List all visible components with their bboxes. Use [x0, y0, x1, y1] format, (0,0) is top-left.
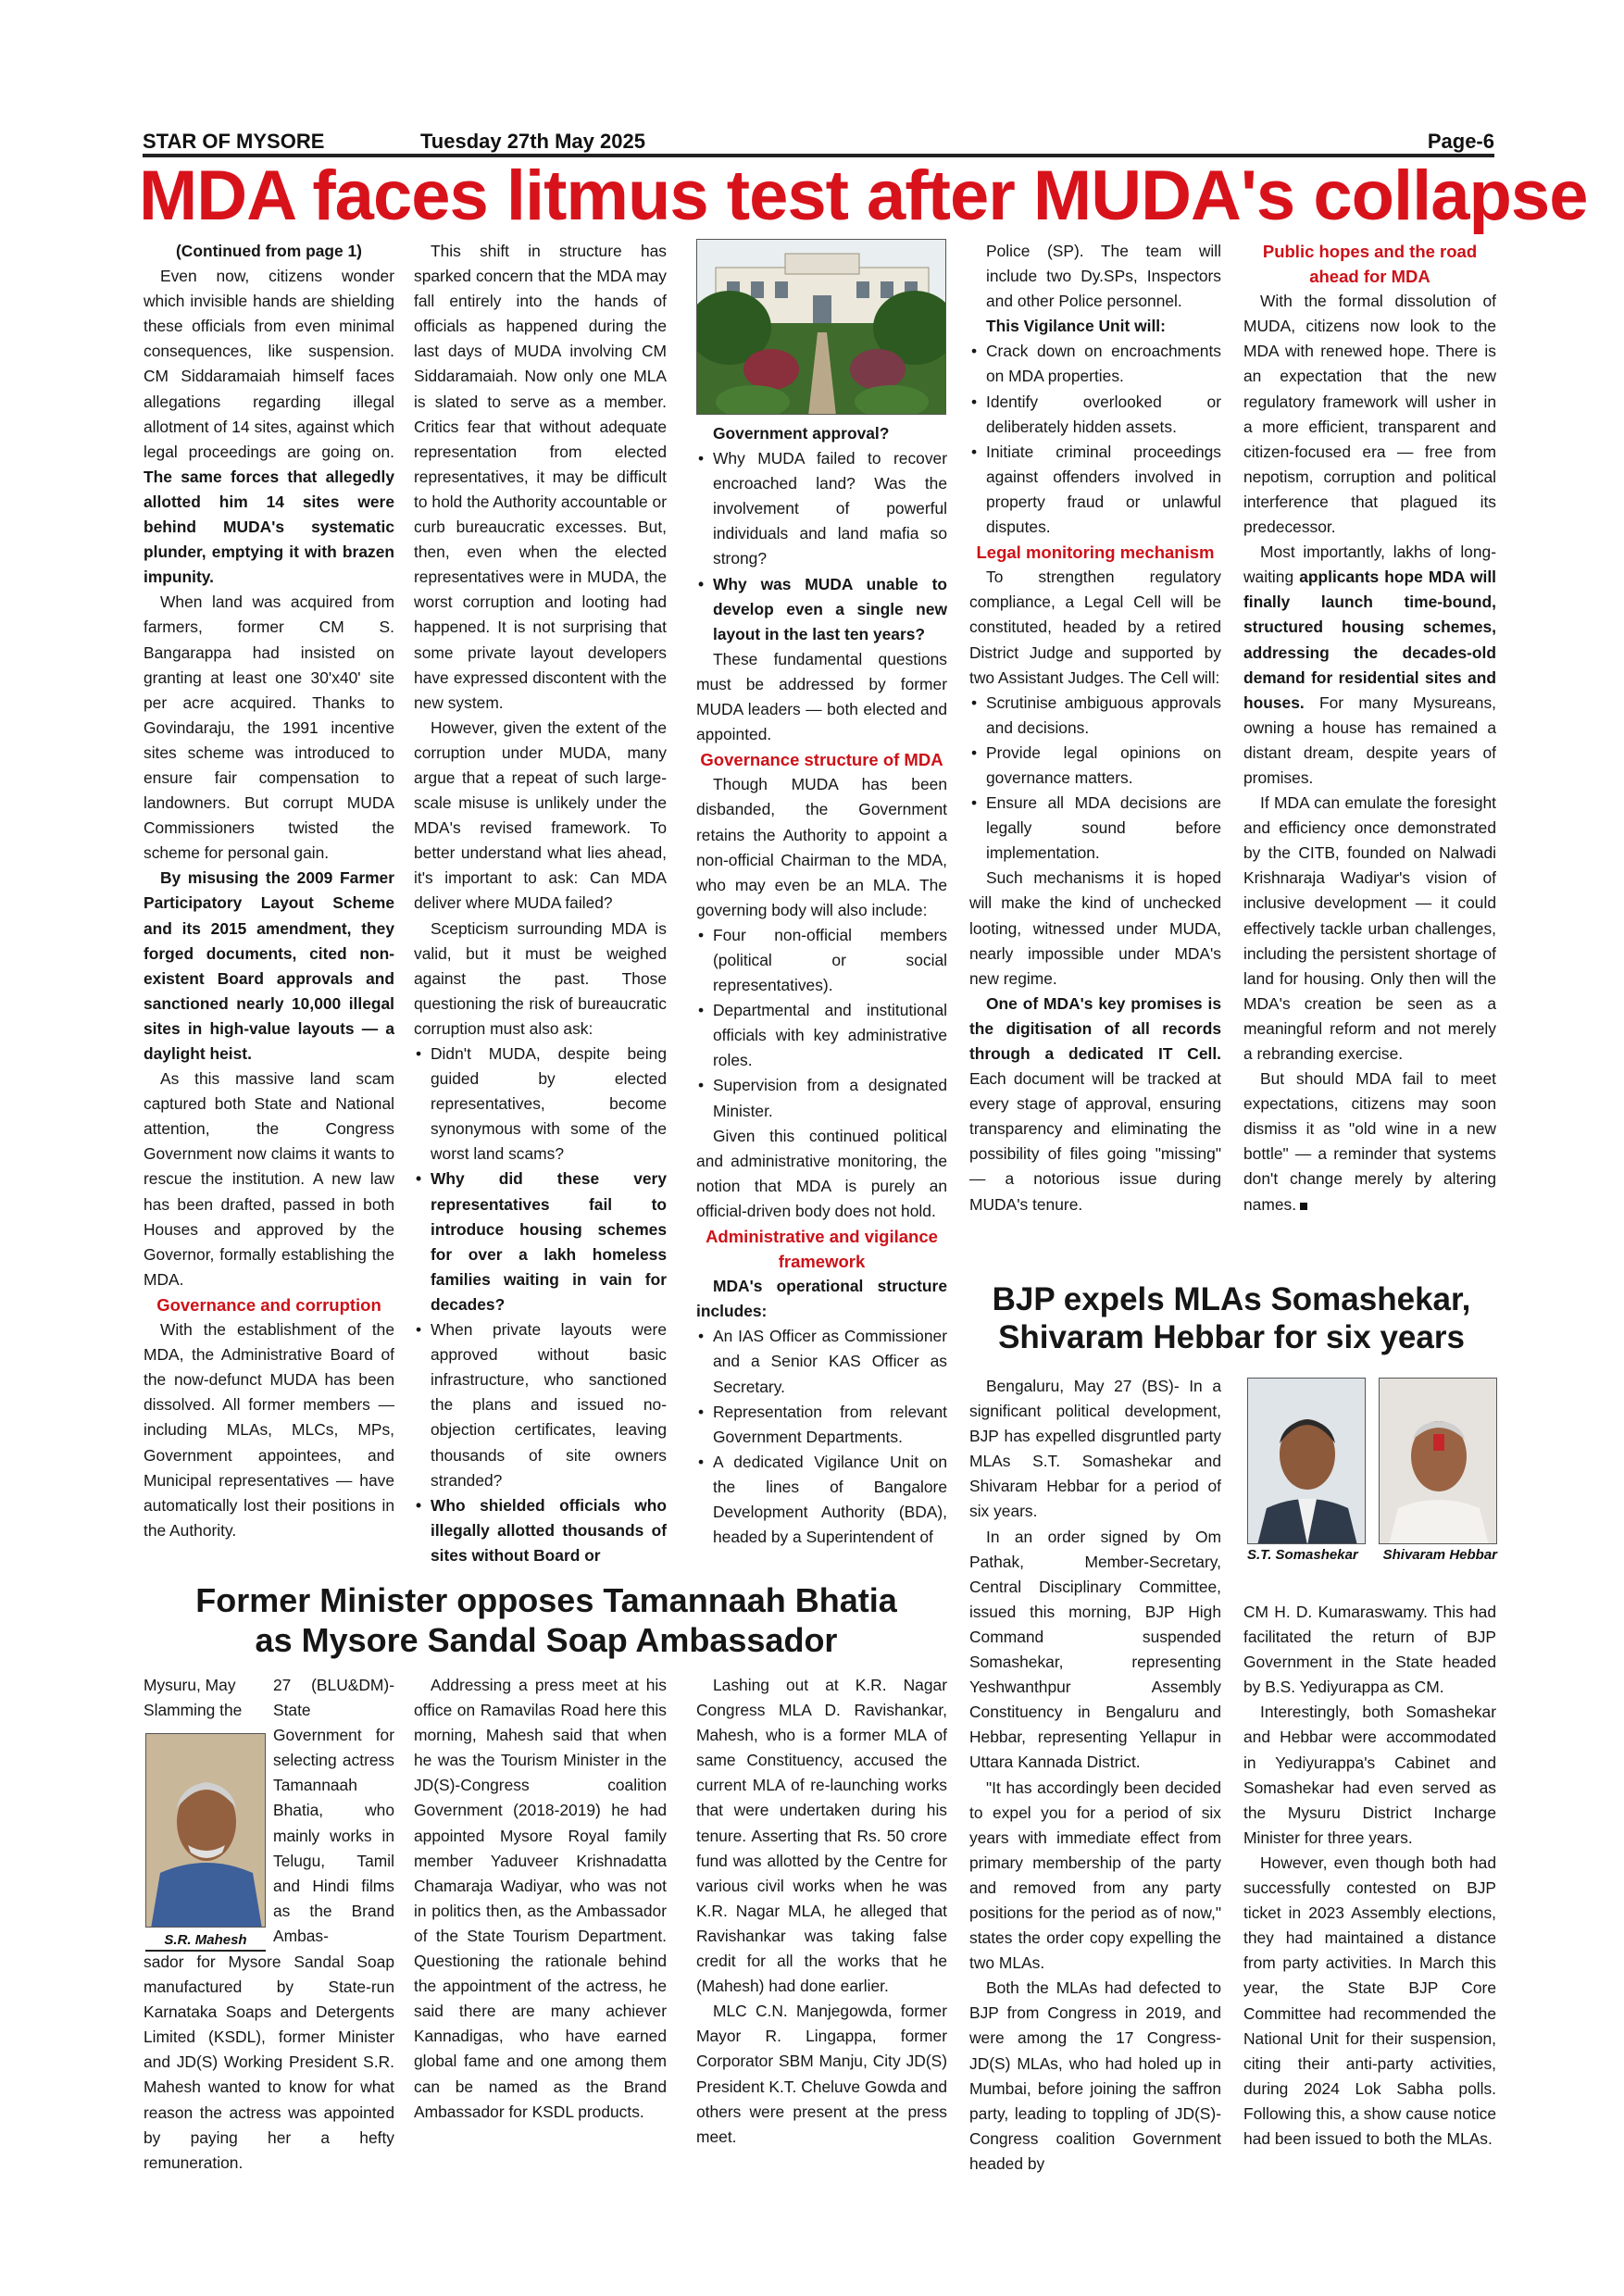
paragraph: However, given the extent of the corruption under MUDA, many argue that a repeat of such large-scale misuse is unlikely under the MDA's revised framework. To better understand what lies ahead, it's important to ask: Can MDA deliver where MUDA failed? [414, 718, 667, 913]
paragraph: Such mechanisms it is hoped will make the kind of unchecked looting, witnessed under MUDA, nearly impossible under MDA's new regime. [969, 868, 1221, 988]
paragraph: CM H. D. Kumaraswamy. This had facilitated the return of BJP Government in the State headed by B.S. Yediyurappa as CM. [1243, 1603, 1496, 1697]
list-item: • Identify overlooked or deliberately hidden assets. [969, 390, 1221, 440]
main-headline: MDA faces litmus test after MUDA's collapse [139, 156, 1588, 235]
paragraph: However, even though both had successfully contested on BJP ticket in 2023 Assembly elections, they had maintained a distance from party activities. In March this year, the State BJP Core Committee had recommended the National Unit for their suspension, citing their anti-party activities, during 2024 Lok Sabha polls. Following this, a show cause notice had been issued to both the MLAs. [1243, 1853, 1496, 2148]
paragraph: Interestingly, both Somashekar and Hebbar were accommodated in Yediyurappa's Cabinet and Somashekar had even served as the Mysuru District Incharge Minister for three years. [1243, 1703, 1496, 1847]
paragraph: Most importantly, lakhs of long-waiting applicants hope MDA will finally launch time-bound, structured housing schemes, addressing the decades-old demand for residential sites and houses. For many Mysureans, owning a house has remained a distant dream, despite years of promises. [1243, 543, 1496, 787]
list-item: • Initiate criminal proceedings against offenders involved in property fraud or unlawful disputes. [969, 440, 1221, 540]
paragraph: When land was acquired from farmers, former CM S. Bangarappa had insisted on granting at least one 30'x40' site per acre acquired. Thanks to Govindaraju, the 1991 incentive sites scheme was introduced to ensure fair compensation to landowners. But corrupt MUDA Commissioners twisted the scheme for personal gain. [144, 593, 394, 863]
mda-building-photo-icon [697, 240, 946, 415]
paragraph: "It has accordingly been decided to expel you for a period of six years with immediate effect from primary membership of the party and removed from any party positions for the period as of now," states the order copy expelling the two MLAs. [969, 1778, 1221, 1973]
paragraph: Scepticism surrounding MDA is valid, but it must be weighed against the past. Those questioning the risk of bureaucratic corruption must also ask: [414, 918, 667, 1038]
list-item: • When private layouts were approved without basic infrastructure, who sanctioned the plans and issued no-objection certificates, leaving thousands of site owners stranded? [414, 1317, 667, 1493]
subhead-governance-corruption: Governance and corruption [156, 1294, 381, 1315]
sandal-column-1-bottom [144, 1950, 394, 2176]
list-continuation: Police (SP). The team will include two Dy.SPs, Inspectors and other Police personnel. [986, 242, 1221, 311]
list-item: • Why did these very representatives fail to introduce housing schemes for over a lakh homeless families waiting in vain for decades? [414, 1167, 667, 1317]
paragraph: If MDA can emulate the foresight and efficiency once demonstrated by the CITB, founded on Nalwadi Krishnaraja Wadiyar's vision of inclusive development — it could effectively tackle urban challenges, including the persistent shortage of land for housing. Only then will the MDA's creation be seen as a meaningful reform and not merely a rebranding exercise. [1243, 793, 1496, 1063]
sandal-column-1-side [273, 1673, 394, 1949]
paragraph: One of MDA's key promises is the digitisation of all records through a dedicated IT Cell. Each document will be tracked at every stage of approval, ensuring transparency and eliminating the possibility of files going "missing" — a notorious issue during MUDA's tenure. [969, 993, 1221, 1214]
sandal-headline-line-2: as Mysore Sandal Soap Ambassador [255, 1621, 838, 1659]
operational-list [696, 1324, 947, 1550]
bjp-column-2 [1243, 1600, 1496, 2152]
bjp-column-1 [969, 1374, 1221, 2177]
paragraph: This shift in structure has sparked concern that the MDA may fall entirely into the hands of officials as happened during the last days of MUDA involving CM Siddaramaiah. Now only one MLA is slated to serve as a member. Critics fear that without adequate representation from elected representatives, it may be difficult to hold the Authority accountable or curb bureaucratic excesses. But, then, even when the elected representatives were in MUDA, the worst corruption and looting had happened. It is not surprising that some private layout developers have expressed discontent with the new system. [414, 242, 667, 712]
mahesh-portrait [145, 1733, 266, 1928]
list-item: • Supervision from a designated Minister. [696, 1073, 947, 1123]
issue-date: Tuesday 27th May 2025 [420, 130, 645, 153]
list-item: • Didn't MUDA, despite being guided by elected representatives, become synonymous with some of the worst land scams? [414, 1042, 667, 1167]
bjp-headline-line-1: BJP expels MLAs Somashekar, [992, 1281, 1471, 1317]
paragraph: Given this continued political and administrative monitoring, the notion that MDA is purely an official-driven body does not hold. [696, 1126, 947, 1220]
legal-cell-list [969, 691, 1221, 867]
hebbar-portrait-icon [1380, 1379, 1497, 1544]
paragraph: MDA's operational structure includes: [696, 1277, 947, 1321]
paragraph: Both the MLAs had defected to BJP from Congress in 2019, and were among the 17 Congress-JD(S) MLAs, who had holed up in Mumbai, before joining the saffron party, leading to toppling of JD(S)-Congress coalition Government headed by [969, 1978, 1221, 2173]
list-item: • Four non-official members (political or social representatives). [696, 923, 947, 998]
mda-column-3 [696, 421, 947, 1550]
sandal-headline-line-1: Former Minister opposes Tamannaah Bhatia [195, 1581, 897, 1619]
list-item: • Crack down on encroachments on MDA properties. [969, 339, 1221, 389]
dateline-left-2: Slamming the [144, 1701, 243, 1720]
paper-name: STAR OF MYSORE [143, 130, 325, 153]
vigilance-list [969, 339, 1221, 540]
list-item: • An IAS Officer as Commissioner and a Senior KAS Officer as Secretary. [696, 1324, 947, 1399]
paragraph: Even now, citizens wonder which invisible hands are shielding these officials from even minimal consequences, like suspension. CM Siddaramaiah himself faces allegations regarding illegal allotment of 14 sites, against which legal proceedings are going on. The same forces that allegedly allotted him 14 sites were behind MUDA's systematic plunder, emptying it with brazen impunity. [144, 267, 394, 587]
caption-somashekar: S.T. Somashekar [1247, 1547, 1358, 1563]
list-item: • Who shielded officials who illegally allotted thousands of sites without Board or [414, 1493, 667, 1568]
mda-building-photo [696, 239, 946, 415]
somashekar-portrait-icon [1248, 1379, 1366, 1544]
end-mark [1300, 1203, 1307, 1210]
page-number: Page-6 [1427, 130, 1494, 153]
dateline-left: Mysuru, May [144, 1676, 236, 1694]
governing-body-list [696, 923, 947, 1124]
subhead-governance-structure: Governance structure of MDA [700, 750, 943, 770]
list-item: • Why MUDA failed to recover encroached land? Was the involvement of powerful individuals and land mafia so strong? [696, 446, 947, 571]
paragraph: As this massive land scam captured both State and National attention, the Congress Government now claims it wants to rescue the institution. A new law has been drafted, passed in both Houses and approved by the Governor, formally establishing the MDA. [144, 1069, 394, 1289]
subhead-public-hopes: Public hopes and the road ahead for MDA [1262, 242, 1478, 287]
bjp-headline [963, 1280, 1500, 1356]
sandal-column-3 [696, 1673, 947, 2150]
vigilance-unit-label: This Vigilance Unit will: [986, 317, 1166, 336]
paragraph: In an order signed by Om Pathak, Member-Secretary, Central Disciplinary Committee, issued this morning, BJP High Command suspended Somashekar, representing Yeshwanthpur Assembly Constituency in Bengaluru and Hebbar, representing Yellapur in Uttara Kannada District. [969, 1527, 1221, 1772]
paragraph: With the formal dissolution of MUDA, citizens now look to the MDA with renewed hope. There is an expectation that the new regulatory framework will usher in a more efficient, transparent and citizen-focused era — free from nepotism, corruption and political interference that plagued its predecessor. [1243, 292, 1496, 537]
paragraph: Though MUDA has been disbanded, the Government retains the Authority to appoint a non-official Chairman to the MDA, who may even be an MLA. The governing body will also include: [696, 775, 947, 919]
sandal-column-2 [414, 1673, 667, 2125]
hebbar-portrait [1379, 1378, 1497, 1544]
paragraph: sador for Mysore Sandal Soap manufactured by State-run Karnataka Soaps and Detergents Limited (KSDL), former Minister and JD(S) Working President S.R. Mahesh wanted to know for what reason the actress was appointed by paying her a hefty remuneration. [144, 1953, 394, 2172]
somashekar-portrait [1247, 1378, 1366, 1544]
subhead-administrative: Administrative and vigilance framework [706, 1227, 938, 1272]
mahesh-portrait-icon [146, 1734, 266, 1928]
list-item: • Departmental and institutional officials with key administrative roles. [696, 998, 947, 1073]
paragraph: With the establishment of the MDA, the Administrative Board of the now-defunct MUDA has been dissolved. All former members — including MLAs, MLCs, MPs, Government appointees, and Municipal representatives — have automatically lost their positions in the Authority. [144, 1320, 394, 1540]
paragraph: But should MDA fail to meet expectations, citizens may soon dismiss it as "old wine in a new bottle" — a reminder that systems don't change merely by altering names. [1243, 1069, 1496, 1214]
subhead-legal: Legal monitoring mechanism [976, 543, 1215, 563]
caption-hebbar: Shivaram Hebbar [1382, 1547, 1497, 1563]
list-item: • A dedicated Vigilance Unit on the lines of Bangalore Development Authority (BDA), headed by a Superintendent of [696, 1450, 947, 1550]
paragraph: These fundamental questions must be addressed by former MUDA leaders — both elected and appointed. [696, 649, 947, 744]
paragraph: Bengaluru, May 27 (BS)- In a significant political development, BJP has expelled disgruntled party MLAs S.T. Somashekar and Shivaram Hebbar for a period of six years. [969, 1377, 1221, 1521]
masthead [143, 130, 1494, 157]
paragraph: Addressing a press meet at his office on Ramavilas Road here this morning, Mahesh said that when he was the Tourism Minister in the JD(S)-Congress coalition Government (2018-2019) he had appointed Mysore Royal family member Yaduveer Krishnadatta Chamaraja Wadiyar, who was not in politics then, as the Ambassador of the State Tourism Department. Questioning the rationale behind the appointment of the actress, he said there are many achiever Kannadigas, who have earned global fame and one among them can be named as the Brand Ambassador for KSDL products. [414, 1676, 667, 2121]
paragraph: To strengthen regulatory compliance, a Legal Cell will be constituted, headed by a retired District Judge and supported by two Assistant Judges. The Cell will: [969, 568, 1221, 687]
list-item: • Representation from relevant Government Departments. [696, 1400, 947, 1450]
paragraph: Lashing out at K.R. Nagar Congress MLA D. Ravishankar, Mahesh, who is a former MLA of same Constituency, accused the current MLA of re-launching works that were undertaken during his tenure. Asserting that Rs. 50 crore fund was allotted by the Centre for various civil works when he was K.R. Nagar MLA, he alleged that Ravishankar was taking false credit for all the works that he (Mahesh) had done earlier. [696, 1676, 947, 1996]
paragraph: 27 (BLU&DM)- State Government for selecting actress Tamannaah Bhatia, who mainly works in Telugu, Tamil and Hindi films as the Brand Ambas- [273, 1676, 394, 1945]
list-item: • Why was MUDA unable to develop even a single new layout in the last ten years? [696, 572, 947, 647]
mda-column-4 [969, 239, 1221, 1217]
caption-mahesh: S.R. Mahesh [145, 1931, 266, 1952]
list-continuation: Government approval? [713, 424, 890, 443]
list-item: • Scrutinise ambiguous approvals and decisions. [969, 691, 1221, 741]
question-list-2 [696, 446, 947, 647]
bjp-headline-line-2: Shivaram Hebbar for six years [998, 1319, 1465, 1355]
sandal-headline [139, 1580, 954, 1660]
continued-note: (Continued from page 1) [176, 242, 362, 260]
mda-column-2 [414, 239, 667, 1568]
question-list [414, 1042, 667, 1568]
paragraph: MLC C.N. Manjegowda, former Mayor R. Lingappa, former Corporator SBM Manju, City JD(S) President K.T. Cheluve Gowda and others were present at the press meet. [696, 2002, 947, 2146]
bjp-captions [1247, 1546, 1497, 1565]
list-item: • Provide legal opinions on governance matters. [969, 741, 1221, 791]
list-item: • Ensure all MDA decisions are legally sound before implementation. [969, 791, 1221, 866]
paragraph: By misusing the 2009 Farmer Participatory Layout Scheme and its 2015 amendment, they forged documents, cited non-existent Board approvals and sanctioned nearly 10,000 illegal sites in high-value layouts — a daylight heist. [144, 868, 394, 1063]
mda-column-5 [1243, 239, 1496, 1217]
mda-column-1 [144, 239, 394, 1543]
